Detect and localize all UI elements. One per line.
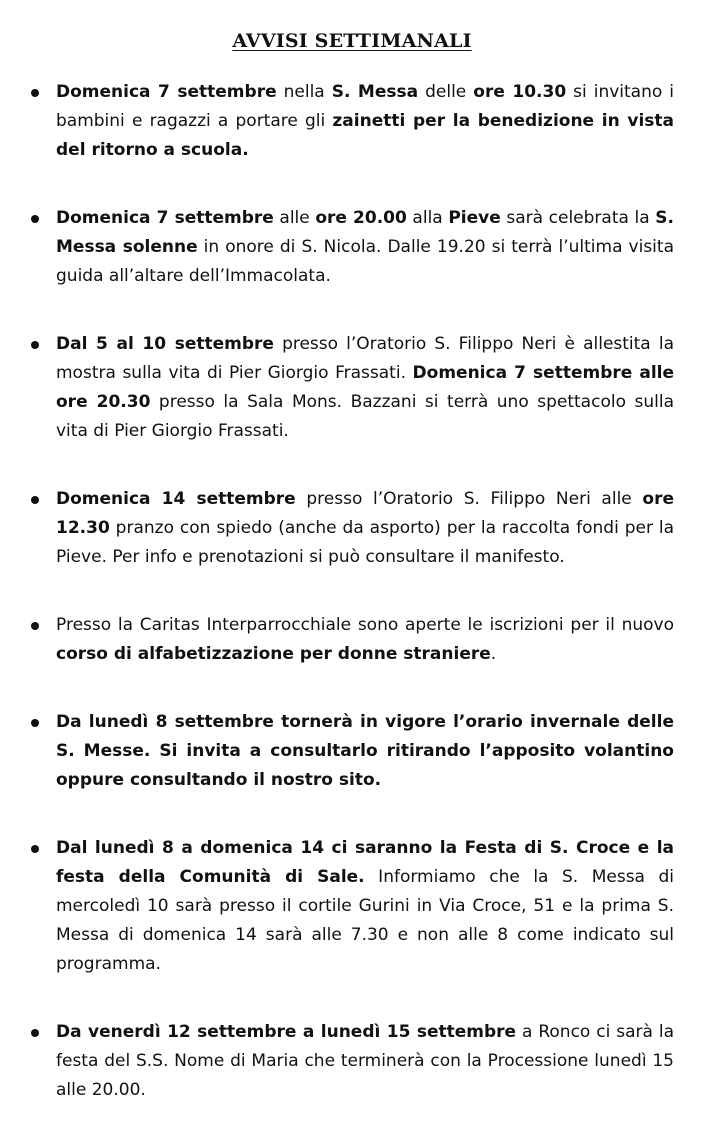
notice-item: [0, 1018, 704, 1105]
bold-text: S. Messa solenne: [56, 208, 674, 257]
notice-text: [56, 838, 674, 974]
notice-text: [56, 712, 674, 790]
text-run: presso l’Oratorio S. Filippo Neri alle: [295, 489, 643, 509]
notice-text: [56, 334, 674, 441]
bold-text: ore 10.30: [473, 82, 567, 102]
bullet-icon: [31, 719, 39, 727]
text-run: pranzo con spiedo (anche da asporto) per la raccolta fondi per la Pieve. Per info e prenotazioni si può consultare il manifesto.: [56, 518, 674, 567]
text-run: presso la Sala Mons. Bazzani si terrà uno spettacolo sulla vita di Pier Giorgio Frassati.: [56, 392, 674, 441]
text-run: Informiamo che la S. Messa di mercoledì 10 sarà presso il cortile Gurini in Via Croce, 51 e la prima S. Messa di domenica 14 sarà alle 7.30 e non alle 8 come indicato sul programma.: [56, 867, 675, 974]
bold-text: Pieve: [448, 208, 501, 228]
bold-text: Dal 5 al 10 settembre: [56, 334, 274, 354]
text-run: sarà celebrata la: [500, 208, 656, 228]
notice-text: [56, 489, 674, 567]
bold-text: Domenica 7 settembre: [56, 208, 274, 228]
notice-list: [0, 78, 704, 1144]
page-title: AVVISI SETTIMANALI: [232, 30, 472, 52]
bold-text: S. Messa: [331, 82, 419, 102]
bold-text: zainetti per la benedizione in vista del ritorno a scuola.: [56, 111, 675, 160]
notice-item: [0, 78, 704, 165]
text-run: alla: [406, 208, 449, 228]
notice-item: [0, 485, 704, 572]
bold-text: Domenica 7 settembre alle ore 20.30: [56, 363, 675, 412]
notice-item: [0, 330, 704, 446]
text-run: nella: [276, 82, 332, 102]
bold-text: Domenica 14 settembre: [56, 489, 296, 509]
bold-text: corso di alfabetizzazione per donne straniere: [56, 644, 491, 664]
bullet-icon: [31, 496, 39, 504]
bold-text: Da venerdì 12 settembre a lunedì 15 settembre: [56, 1022, 517, 1042]
bold-text: Da lunedì 8 settembre tornerà in vigore l’orario invernale delle S. Messe. Si invita a consultarlo ritirando l’apposito volantino oppure consultando il nostro sito.: [56, 712, 674, 790]
notice-item: [0, 834, 704, 979]
text-run: delle: [418, 82, 474, 102]
text-run: presso l’Oratorio S. Filippo Neri è allestita la mostra sulla vita di Pier Giorgio Frassati.: [56, 334, 674, 383]
bullet-icon: [31, 622, 39, 630]
bullet-icon: [31, 215, 39, 223]
notice-text: [56, 615, 674, 664]
notice-text: [56, 1022, 674, 1100]
text-run: si invitano i bambini e ragazzi a portare gli: [56, 82, 675, 131]
bold-text: Domenica 7 settembre: [56, 82, 277, 102]
bullet-icon: [31, 341, 39, 349]
notice-item: [0, 204, 704, 291]
text-run: .: [490, 644, 497, 664]
text-run: a Ronco ci sarà la festa del S.S. Nome di Maria che terminerà con la Processione lunedì 15 alle 20.00.: [56, 1022, 674, 1100]
bullet-icon: [31, 89, 39, 97]
bullet-icon: [31, 845, 39, 853]
bold-text: ore 20.00: [315, 208, 407, 228]
notice-text: [56, 208, 674, 286]
notice-item: [0, 611, 704, 669]
bullet-icon: [31, 1029, 39, 1037]
bold-text: ore 12.30: [56, 489, 674, 538]
notice-item: [0, 708, 704, 795]
notice-text: [56, 82, 674, 160]
bold-text: Dal lunedì 8 a domenica 14 ci saranno la Festa di S. Croce e la festa della Comunità di Sale.: [56, 838, 674, 887]
text-run: Presso la Caritas Interparrocchiale sono aperte le iscrizioni per il nuovo: [56, 615, 674, 635]
text-run: alle: [273, 208, 316, 228]
text-run: in onore di S. Nicola. Dalle 19.20 si terrà l’ultima visita guida all’altare dell’Immacolata.: [56, 237, 674, 286]
